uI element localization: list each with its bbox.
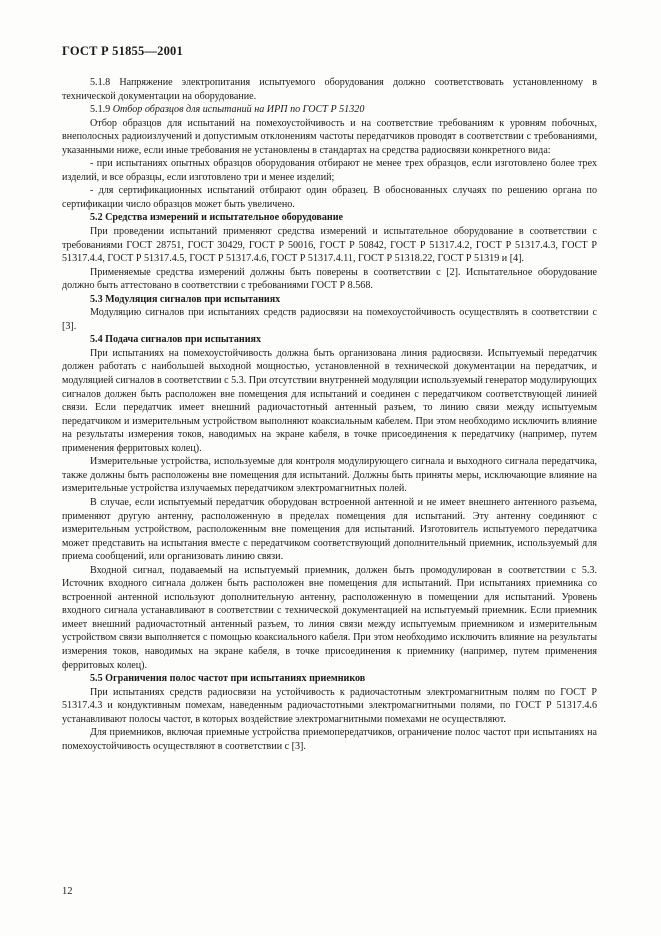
paragraph: Модуляцию сигналов при испытаниях средств радиосвязи на помехоустойчивость осуществлять в соответствии с [3].	[62, 307, 597, 332]
subsection-heading	[62, 103, 597, 117]
paragraph: - для сертификационных испытаний отбирают один образец. В обоснованных случаях по решению органа по сертификации число образцов может быть увеличено.	[62, 185, 597, 210]
subsection-title: Отбор образцов для испытаний на ИРП по ГОСТ Р 51320	[112, 104, 365, 116]
document-body	[62, 76, 597, 753]
paragraph: Для приемников, включая приемные устройства приемопередатчиков, ограничение полос частот при испытаниях на помехоустойчивость осуществляют в соответствии с [3].	[62, 727, 597, 752]
section-heading: 5.4 Подача сигналов при испытаниях	[90, 334, 262, 346]
paragraph: Измерительные устройства, используемые для контроля модулирующего сигнала и выходного сигнала передатчика, также должны быть расположены вне помещения для испытаний. Должны быть приняты меры, исключающие влияние на измерительные устройства излучаемых передатчиком электромагнитных полей.	[62, 456, 597, 495]
paragraph: Отбор образцов для испытаний на помехоустойчивость и на соответствие требованиям к уровням побочных, внеполосных радиоизлучений и допустимым отклонениям частоты передатчиков проводят в соответствии с требованиями, указанными ниже, если иные требования не установлены в стандартах на средства радиосвязи конкретного вида:	[62, 117, 597, 156]
paragraph: Входной сигнал, подаваемый на испытуемый приемник, должен быть промодулирован в соответствии с 5.3. Источник входного сигнала должен быть расположен вне помещения для испытаний. При испытаниях приемника со встроенной антенной используют дополнительную антенну, расположенную в помещении для испытаний. Уровень входного сигнала устанавливают в соответствии с технической документацией на испытуемый приемник. Если приемник имеет внешний радиочастотный антенный разъем, то линия связи между испытуемым приемником и измерительным устройством связи выполняется с помощью коаксиального кабеля. При этом необходимо исключить влияние на результаты измерения токов, наводимых на экране кабеля, в точке присоединения к приемнику (например, путем применения ферритовых колец).	[62, 564, 597, 671]
paragraph: При испытаниях на помехоустойчивость должна быть организована линия радиосвязи. Испытуемый передатчик должен работать с наибольшей выходной мощностью, установленной в технической документации на передатчик, и модуляцией сигналов в соответствии с 5.3. При отсутствии внутренней модуляции используемый генератор модулирующих сигналов должен быть расположен вне помещения для испытаний и соединен с передатчиком соответствующей линией связи. Если передатчик имеет внешний радиочастотный антенный разъем, то линию связи между испытуемым передатчиком и измерительным устройством выполняют коаксиальным кабелем. При этом необходимо исключить влияние на результаты измерения токов, наводимых на экране кабеля, в точке присоединения к передатчику (например, путем применения ферритовых колец).	[62, 347, 597, 454]
subsection-number: 5.1.9	[90, 104, 111, 116]
paragraph: 5.1.8 Напряжение электропитания испытуемого оборудования должно соответствовать установленному в технической документации на оборудование.	[62, 77, 597, 102]
paragraph: Применяемые средства измерений должны быть поверены в соответствии с [2]. Испытательное оборудование должно быть аттестовано в соответствии с требованиями ГОСТ Р 8.568.	[62, 266, 597, 292]
paragraph: При проведении испытаний применяют средства измерений и испытательное оборудование в соответствии с требованиями ГОСТ 28751, ГОСТ 30429, ГОСТ Р 50016, ГОСТ Р 50842, ГОСТ Р 51317.4.2, ГОСТ Р 51317.4.3, ГОСТ Р 51317.4.4, ГОСТ Р 51317.4.5, ГОСТ Р 51317.4.6, ГОСТ Р 51317.4.11, ГОСТ Р 51318.22, ГОСТ Р 51319 и [4].	[62, 226, 597, 265]
document-header: ГОСТ Р 51855—2001	[62, 44, 183, 58]
paragraph: - при испытаниях опытных образцов оборудования отбирают не менее трех образцов, если изготовлено более трех изделий, и все образцы, если изготовлено три и менее изделий;	[62, 158, 597, 183]
paragraph: При испытаниях средств радиосвязи на устойчивость к радиочастотным электромагнитным полям по ГОСТ Р 51317.4.3 и кондуктивным помехам, наведенным радиочастотными электромагнитными полями, по ГОСТ Р 51317.4.6 устанавливают полосы частот, в которых воздействие электромагнитными помехами не осуществляют.	[62, 686, 597, 725]
page-number: 12	[62, 886, 73, 897]
paragraph: В случае, если испытуемый передатчик оборудован встроенной антенной и не имеет внешнего антенного разъема, применяют другую антенну, расположенную в пределах помещения для испытаний. Эту антенну соединяют с измерительным устройством, расположенным вне помещения для испытаний. Изготовитель испытуемого передатчика может представить на испытания вместе с передатчиком соответствующий дополнительный приемник, используемый для приема сообщений, или организовать линию связи.	[62, 496, 597, 563]
section-heading: 5.3 Модуляция сигналов при испытаниях	[90, 293, 281, 305]
section-heading: 5.5 Ограничения полос частот при испытаниях приемников	[90, 673, 366, 685]
section-heading: 5.2 Средства измерений и испытательное оборудование	[90, 212, 344, 224]
